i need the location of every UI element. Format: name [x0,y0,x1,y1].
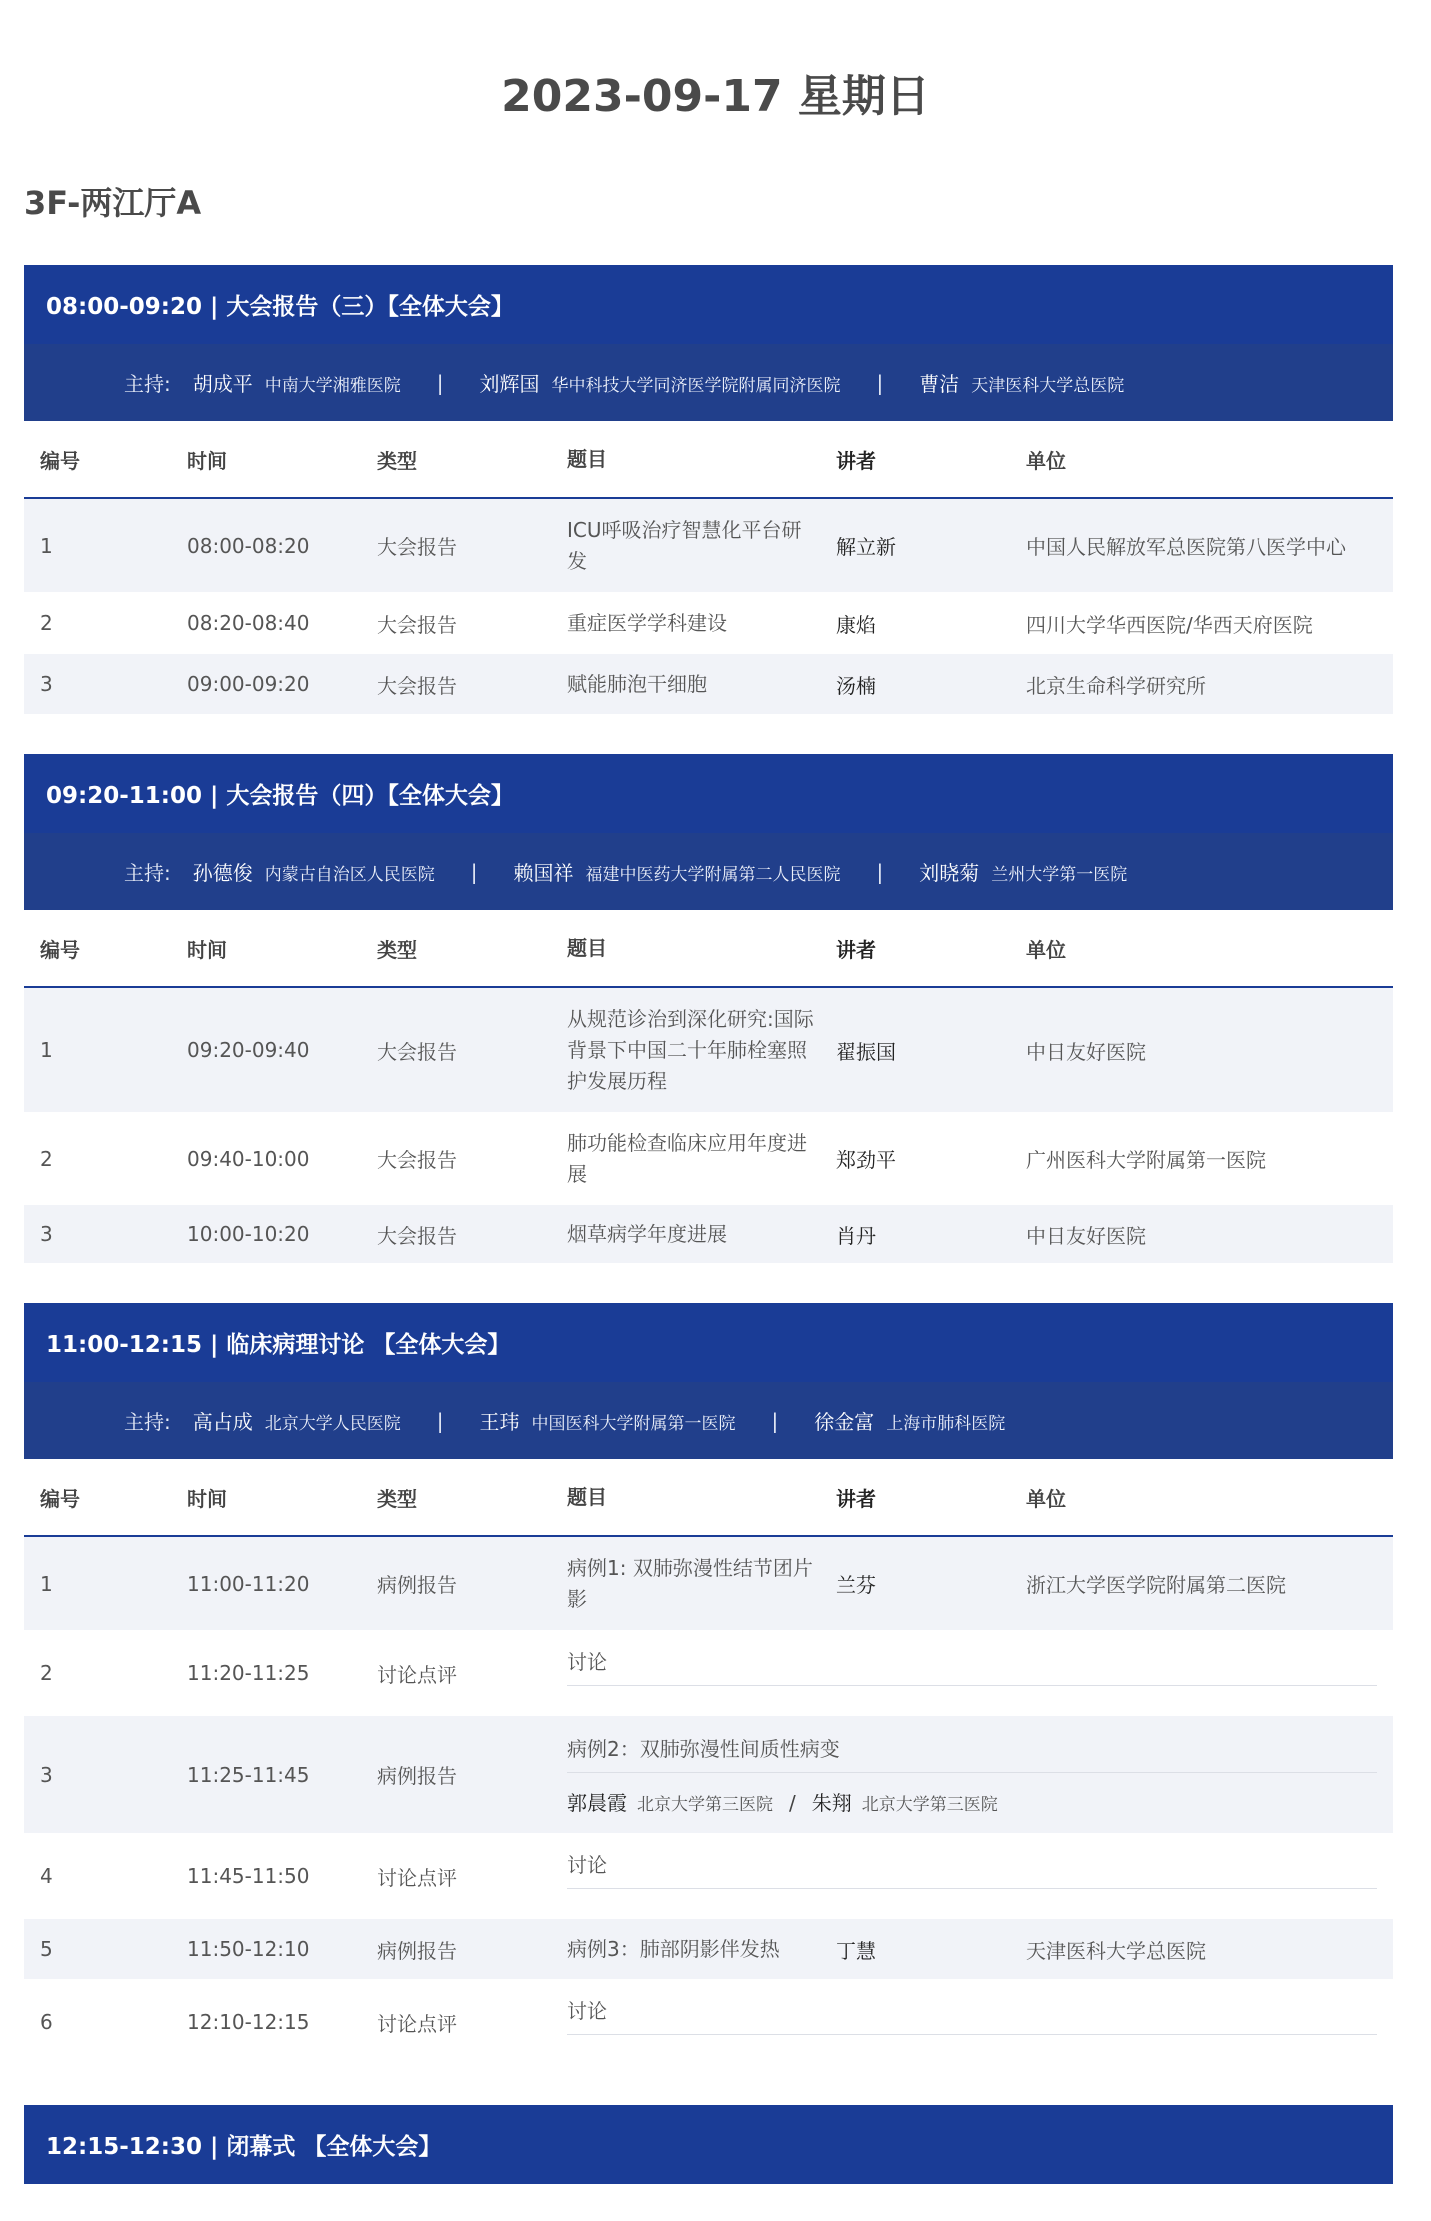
row-type: 讨论点评 [377,2011,457,2036]
host-separator: | [771,1408,779,1433]
row-institution: 中国人民解放军总医院第八医学中心 [1026,535,1346,559]
column-header-time: 时间 [187,937,227,962]
row-type: 大会报告 [377,1039,457,1064]
row-no: 2 [40,611,53,635]
row-topic: 病例3：肺部阴影伴发热 [567,1936,780,1961]
host-name: 赖国祥 [513,861,574,885]
discussion-label: 讨论 [567,1995,1377,2035]
row-type: 大会报告 [377,612,457,637]
host-institution: 中国医科大学附属第一医院 [531,1414,736,1434]
host-institution: 天津医科大学总医院 [971,376,1125,396]
row-institution: 北京生命科学研究所 [1026,673,1206,698]
discussion-label: 讨论 [567,1849,1377,1889]
table-row [24,1716,1393,1833]
column-header-topic: 题目 [567,935,607,960]
host-name: 刘晓菊 [919,861,980,885]
host-name: 胡成平 [192,372,253,396]
host-institution: 兰州大学第一医院 [991,865,1128,885]
session-header: 11:00-12:15 | 临床病理讨论 【全体大会】 [24,1303,1393,1382]
row-speaker: 汤楠 [836,673,876,698]
table-row [24,988,1393,1112]
session-block [24,1303,1393,2065]
row-type: 大会报告 [377,1223,457,1248]
host [193,1406,401,1435]
host-institution: 华中科技大学同济医学院附属同济医院 [551,376,841,396]
table-header [24,421,1393,499]
row-institution: 广州医科大学附属第一医院 [1026,1148,1266,1172]
host [814,1406,1005,1435]
row-no: 4 [40,1864,53,1888]
row-institution: 中日友好医院 [1026,1223,1146,1248]
host [919,368,1124,397]
row-type: 讨论点评 [377,1662,457,1687]
row-time: 09:20-09:40 [187,1038,310,1062]
column-header-speaker: 讲者 [836,1486,876,1511]
row-time: 11:50-12:10 [187,1937,310,1961]
discussion-cell [567,1650,1393,1686]
row-type: 大会报告 [377,673,457,698]
row-topic: 赋能肺泡干细胞 [567,671,707,696]
column-header-speaker: 讲者 [836,448,876,473]
host-institution: 福建中医药大学附属第二人民医院 [585,865,841,885]
host-name: 王玮 [479,1410,520,1434]
row-topic: 病例1: 双肺弥漫性结节团片影 [567,1555,813,1611]
row-no: 1 [40,533,53,558]
row-type: 大会报告 [377,535,457,559]
session-header: 12:15-12:30 | 闭幕式 【全体大会】 [24,2105,1393,2184]
discussion-cell [567,1853,1393,1889]
column-header-speaker: 讲者 [836,937,876,962]
row-topic: 从规范诊治到深化研究:国际背景下中国二十年肺栓塞照护发展历程 [567,1006,814,1093]
column-header-institution: 单位 [1026,1486,1066,1511]
table-row [24,654,1393,714]
host-name: 曹洁 [919,372,960,396]
speaker-name: 朱翔 [811,1791,852,1815]
row-topic: 肺功能检查临床应用年度进展 [567,1130,807,1186]
column-header-time: 时间 [187,448,227,473]
row-speaker: 康焰 [836,612,876,637]
host-name: 高占成 [192,1410,253,1434]
table-header [24,1459,1393,1537]
host-separator: | [876,859,884,884]
column-header-no: 编号 [40,937,80,962]
row-time: 11:25-11:45 [187,1762,310,1787]
case-speakers [567,1787,1377,1816]
row-no: 3 [40,1762,53,1787]
discussion-label: 讨论 [567,1646,1377,1686]
row-time: 11:00-11:20 [187,1571,310,1596]
host-label: 主持: [124,372,171,396]
row-type: 病例报告 [377,1573,457,1597]
room-title: 3F-两江厅A [24,184,202,222]
row-type: 讨论点评 [377,1865,457,1890]
row-speaker: 解立新 [836,535,896,559]
host [919,857,1127,886]
host-separator: | [436,1408,444,1433]
row-time: 08:20-08:40 [187,611,310,635]
host-separator: | [436,370,444,395]
speaker-name: 郭晨霞 [567,1791,627,1815]
column-header-time: 时间 [187,1486,227,1511]
row-type: 大会报告 [377,1148,457,1172]
session-block [24,754,1393,1263]
row-speaker: 翟振国 [836,1039,896,1064]
row-time: 12:10-12:15 [187,2010,310,2034]
row-no: 3 [40,1222,53,1246]
case-cell [567,1733,1393,1816]
speaker-institution: 北京大学第三医院 [637,1795,773,1815]
host-label: 主持: [124,1410,171,1434]
table-row [24,592,1393,654]
table-row [24,1205,1393,1263]
row-time: 11:20-11:25 [187,1661,310,1685]
column-header-no: 编号 [40,1486,80,1511]
column-header-institution: 单位 [1026,448,1066,473]
row-time: 10:00-10:20 [187,1222,310,1246]
column-header-institution: 单位 [1026,937,1066,962]
table-row [24,1919,1393,1979]
table-row [24,1630,1393,1716]
row-institution: 浙江大学医学院附属第二医院 [1026,1573,1286,1597]
row-no: 1 [40,1038,53,1062]
table-row [24,499,1393,592]
row-no: 5 [40,1937,53,1961]
column-header-type: 类型 [377,1486,417,1511]
table-row [24,1979,1393,2065]
host-institution: 内蒙古自治区人民医院 [264,865,435,885]
row-speaker: 兰芬 [836,1573,876,1597]
table-row [24,1833,1393,1919]
date-title: 2023-09-17 星期日 [501,71,930,122]
host-bar [24,344,1393,421]
discussion-cell [567,1999,1393,2035]
row-topic: ICU呼吸治疗智慧化平台研发 [567,517,802,573]
session-header: 09:20-11:00 | 大会报告（四）【全体大会】 [24,754,1393,833]
host-institution: 北京大学人民医院 [264,1414,401,1434]
row-speaker: 丁慧 [836,1938,876,1963]
row-topic: 烟草病学年度进展 [567,1221,727,1246]
speaker-institution: 北京大学第三医院 [861,1795,998,1815]
column-header-no: 编号 [40,448,80,473]
host-label: 主持: [124,861,171,885]
session-header: 08:00-09:20 | 大会报告（三）【全体大会】 [24,265,1393,344]
row-topic: 重症医学学科建设 [567,610,727,635]
host [193,857,435,886]
host [480,1406,736,1435]
row-no: 3 [40,672,53,696]
table-row [24,1112,1393,1205]
table-row [24,1537,1393,1630]
column-header-type: 类型 [377,937,417,962]
sessions-list [24,265,1393,2221]
host-bar [24,1382,1393,1459]
row-no: 1 [40,1571,53,1596]
row-no: 2 [40,1146,53,1171]
row-time: 08:00-08:20 [187,533,310,558]
host-name: 孙德俊 [192,861,253,885]
column-header-type: 类型 [377,448,417,473]
session-block [24,2105,1393,2184]
column-header-topic: 题目 [567,1484,607,1509]
session-block [24,265,1393,714]
row-no: 2 [40,1661,53,1685]
host-separator: | [876,370,884,395]
row-speaker: 郑劲平 [836,1148,896,1172]
row-type: 病例报告 [377,1938,457,1963]
host-name: 徐金富 [814,1410,875,1434]
case-topic: 病例2：双肺弥漫性间质性病变 [567,1733,1377,1773]
row-time: 09:00-09:20 [187,672,310,696]
row-speaker: 肖丹 [836,1223,876,1248]
host [193,368,401,397]
row-time: 09:40-10:00 [187,1146,310,1171]
host [480,368,841,397]
table-header [24,910,1393,988]
host-name: 刘辉国 [479,372,540,396]
host-institution: 中南大学湘雅医院 [264,376,401,396]
row-institution: 中日友好医院 [1026,1039,1146,1064]
row-type: 病例报告 [377,1764,457,1788]
row-time: 11:45-11:50 [187,1864,310,1888]
host-bar [24,833,1393,910]
row-institution: 天津医科大学总医院 [1026,1938,1206,1963]
host-institution: 上海市肺科医院 [886,1414,1006,1434]
host [514,857,841,886]
row-no: 6 [40,2010,53,2034]
host-separator: | [470,859,478,884]
row-institution: 四川大学华西医院/华西天府医院 [1026,612,1313,637]
speaker-separator: / [789,1791,796,1815]
column-header-topic: 题目 [567,446,607,471]
